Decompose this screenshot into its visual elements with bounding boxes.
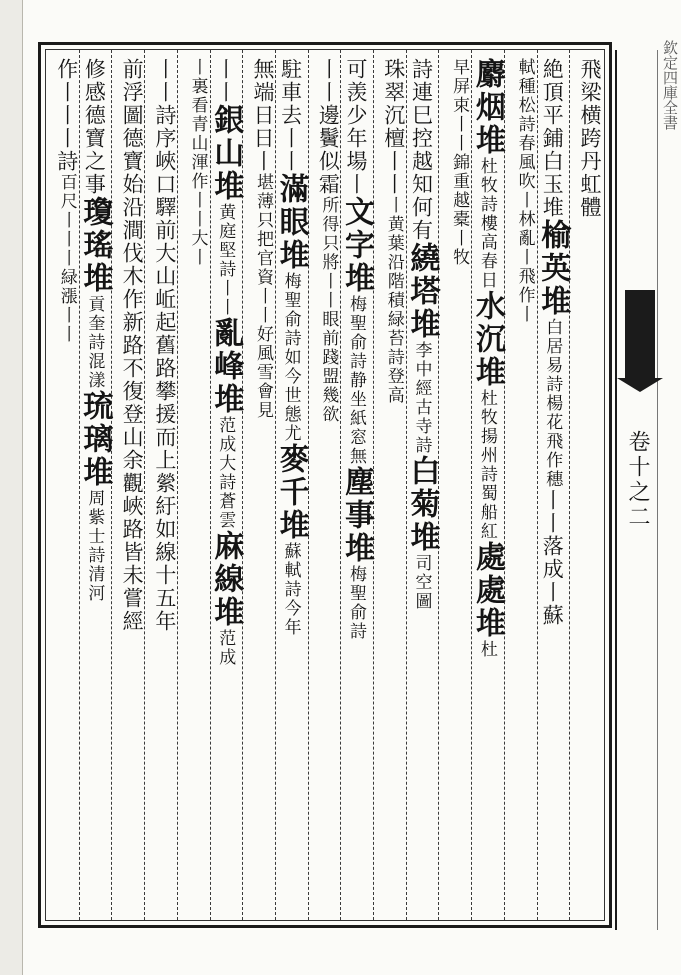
text-run: 丨黄葉沿階積緑苔 [383,196,404,348]
text-column [404,58,440,922]
entry-heading: 銀山堆 [208,104,244,203]
column-rule [340,50,341,920]
text-run: 梅聖俞詩静坐紙窓無 [346,295,367,466]
entry-heading: 文字堆 [339,196,375,295]
text-run: 百尺丨丨丨 [56,173,77,268]
text-run: 緑漲丨丨 [56,268,77,344]
entry-heading: 麝烟堆 [469,58,505,157]
text-run: 作丨丨丨詩 [54,58,79,173]
text-run: 丨丨落成丨蘇 [540,489,565,627]
entry-heading: 處處堆 [469,541,505,640]
text-run: 駐車去丨丨 [278,58,303,173]
text-run: 牧 [449,248,470,267]
column-rule [144,50,145,920]
text-column [208,58,244,922]
margin-column [615,50,658,930]
text-run: 錦重越橐丨 [449,153,470,248]
column-rule [406,50,407,920]
entry-heading: 繞塔堆 [404,242,440,341]
column-rule [471,50,472,920]
column-rule [504,50,505,920]
text-column [244,58,273,922]
text-run: 蘇軾詩今年 [280,542,301,637]
entry-heading: 水沉堆 [469,290,505,389]
text-run: 可羡少年場丨 [344,58,369,196]
text-run: 軾種松詩春風吹丨林亂丨飛作丨 [514,58,535,324]
text-run: 無端日日丨 [250,58,275,173]
entry-heading: 塵事堆 [339,466,375,565]
text-column [310,58,339,922]
text-run: 梅聖俞詩如今世態尤 [280,272,301,443]
text-frame [38,42,612,928]
text-column [571,58,600,922]
binding-edge [0,0,23,975]
text-run: 杜牧揚州詩蜀船紅 [476,389,497,541]
text-column [469,58,505,922]
entry-heading: 榆英堆 [535,219,571,318]
text-run: 黄庭堅詩丨丨 [215,203,236,317]
text-run: 早屏束丨丨 [449,58,470,153]
column-rule [275,50,276,920]
text-run: 所得只將丨丨眼前 [318,196,339,348]
text-frame-inner [45,49,605,921]
text-column [339,58,375,922]
column-rule [537,50,538,920]
text-run: 絶頂平鋪白玉堆 [540,58,565,219]
entry-heading: 亂峰堆 [208,317,244,416]
text-run: 丨裏看青山 [187,58,208,153]
top-margin-text: 欽定四庫全書 [661,40,679,130]
text-run: 丨丨邊鬢似霜 [316,58,341,196]
text-run: 詩登高 [383,348,404,405]
text-column [113,58,145,922]
text-run: 好風雪會見 [252,325,273,420]
text-run: 杜牧詩樓高春日 [476,157,497,290]
text-run: 前浮圖德寶始沿澗伐木作新路不復登山余觀峽路皆未嘗經 [120,58,145,633]
text-column [375,58,404,922]
text-column [77,58,113,922]
entry-heading: 瓊瑤堆 [77,196,113,295]
text-run: 白居易詩楊花飛作穗 [542,318,563,489]
text-run: 范成 [215,629,236,667]
text-run: 堪薄只把官資丨丨 [252,173,273,325]
text-run: 丨丨詩序峽口驛前大山岴起舊路攀援而上縈紆如線十五年 [152,58,177,633]
column-rule [79,50,80,920]
fish-tail-mark [625,290,655,380]
entry-heading: 麥千堆 [273,443,309,542]
text-column [48,58,77,922]
entry-heading: 白菊堆 [404,455,440,554]
text-run: 丨丨 [213,58,238,104]
text-run: 杜 [476,640,497,659]
entry-heading: 琉璃堆 [77,390,113,489]
text-run: 詩連巳控越知何有 [409,58,434,242]
text-run: 大丨 [187,229,208,267]
volume-label: 卷十之二 [625,430,650,530]
text-run: 李中經古寺詩 [411,341,432,455]
text-run: 渾作丨丨 [187,153,208,229]
text-run: 修感德寶之事 [82,58,107,196]
entry-heading: 麻線堆 [208,530,244,629]
text-run: 貢奎詩混漾 [84,295,105,390]
text-run: 梅聖俞詩 [346,565,367,641]
text-run: 踐盟幾欲 [318,348,339,424]
column-rule [210,50,211,920]
text-run: 范成大詩蒼雲 [215,416,236,530]
text-column [506,58,535,922]
column-rule [569,50,570,920]
text-run: 飛梁横跨丹虹體 [577,58,602,219]
text-run: 司空圖 [411,554,432,611]
text-column [179,58,208,922]
text-run: 周紫士詩清河 [84,489,105,603]
text-column [146,58,175,922]
text-run: 珠翠沉檀丨丨 [381,58,406,196]
text-column [535,58,571,922]
entry-heading: 滿眼堆 [273,173,309,272]
text-column [440,58,469,922]
text-column [273,58,309,922]
